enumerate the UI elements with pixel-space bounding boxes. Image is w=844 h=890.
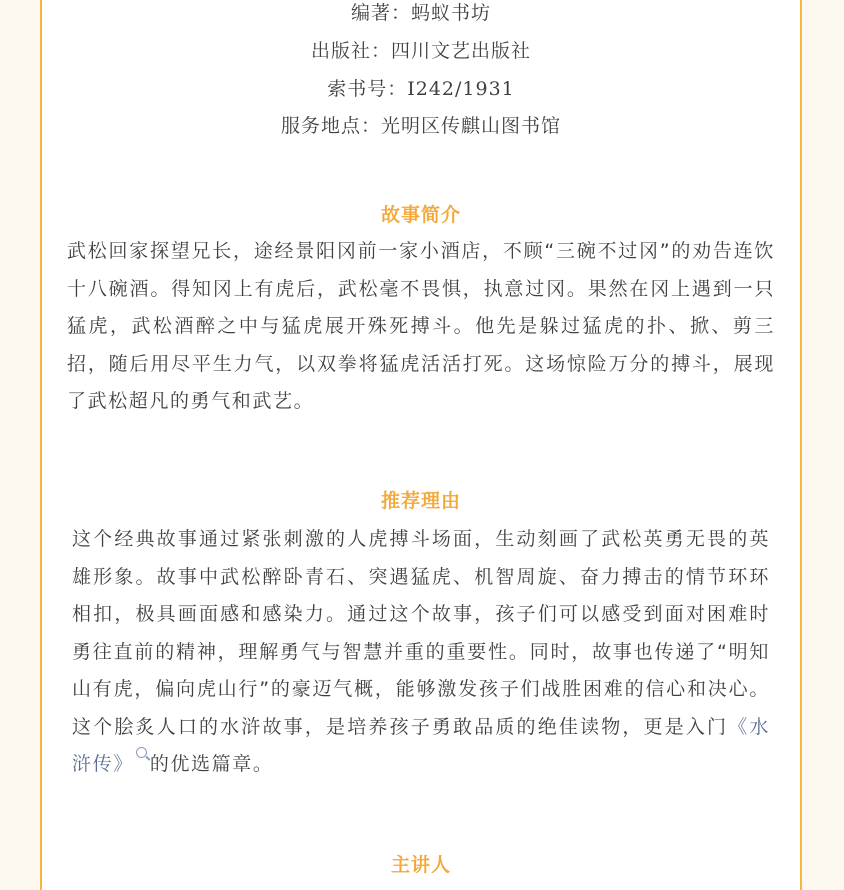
recommendation-text: 这个经典故事通过紧张刺激的人虎搏斗场面，生动刻画了武松英勇无畏的英雄形象。故事中武松醉卧青石、突遇猛虎、机智周旋、奋力搏击的情节环环相扣，极具画面感和感染力。通过这个故事，孩子们可以感受到面对困难时勇往直前的精神，理解勇气与智慧并重的重要性。同时，故事也传递了“明知山有虎，偏向虎山行”的豪迈气概，能够激发孩子们战胜困难的信心和决心。这个脍炙人口的水浒故事，是培养孩子勇敢品质的绝佳读物，更是入门 — [72, 528, 770, 738]
location-label: 服务地点： — [280, 115, 381, 137]
location-value: 光明区传麒山图书馆 — [381, 115, 562, 137]
call-number-label: 索书号： — [327, 78, 408, 100]
publisher-value: 四川文艺出版社 — [391, 40, 532, 62]
recommendation-heading: 推荐理由 — [380, 490, 461, 512]
call-number-line — [42, 74, 800, 101]
story-heading: 故事简介 — [380, 204, 461, 226]
publisher-line — [42, 36, 800, 63]
story-paragraph: 武松回家探望兄长，途经景阳冈前一家小酒店，不顾“三碗不过冈”的劝告连饮十八碗酒。得知冈上有虎后，武松毫不畏惧，执意过冈。果然在冈上遇到一只猛虎，武松酒醉之中与猛虎展开殊死搏斗。他先是躲过猛虎的扑、掀、剪三招，随后用尽平生力气，以双拳将猛虎活活打死。这场惊险万分的搏斗，展现了武松超凡的勇气和武艺。 — [67, 240, 775, 412]
editor-value: 蚂蚁书坊 — [411, 2, 492, 24]
book-card — [40, 0, 802, 890]
call-number-value: I242/1931 — [407, 78, 515, 100]
publisher-label: 出版社： — [310, 40, 391, 62]
shuihu-link[interactable]: 《水浒传》 — [72, 715, 771, 775]
recommendation-text-end: 的优选篇章。 — [149, 753, 274, 775]
speaker-heading: 主讲人 — [390, 854, 451, 876]
location-line — [42, 111, 800, 138]
editor-label: 编著： — [350, 2, 411, 24]
recommendation-paragraph — [72, 521, 770, 784]
search-icon[interactable] — [136, 747, 147, 758]
editor-line — [42, 0, 800, 25]
